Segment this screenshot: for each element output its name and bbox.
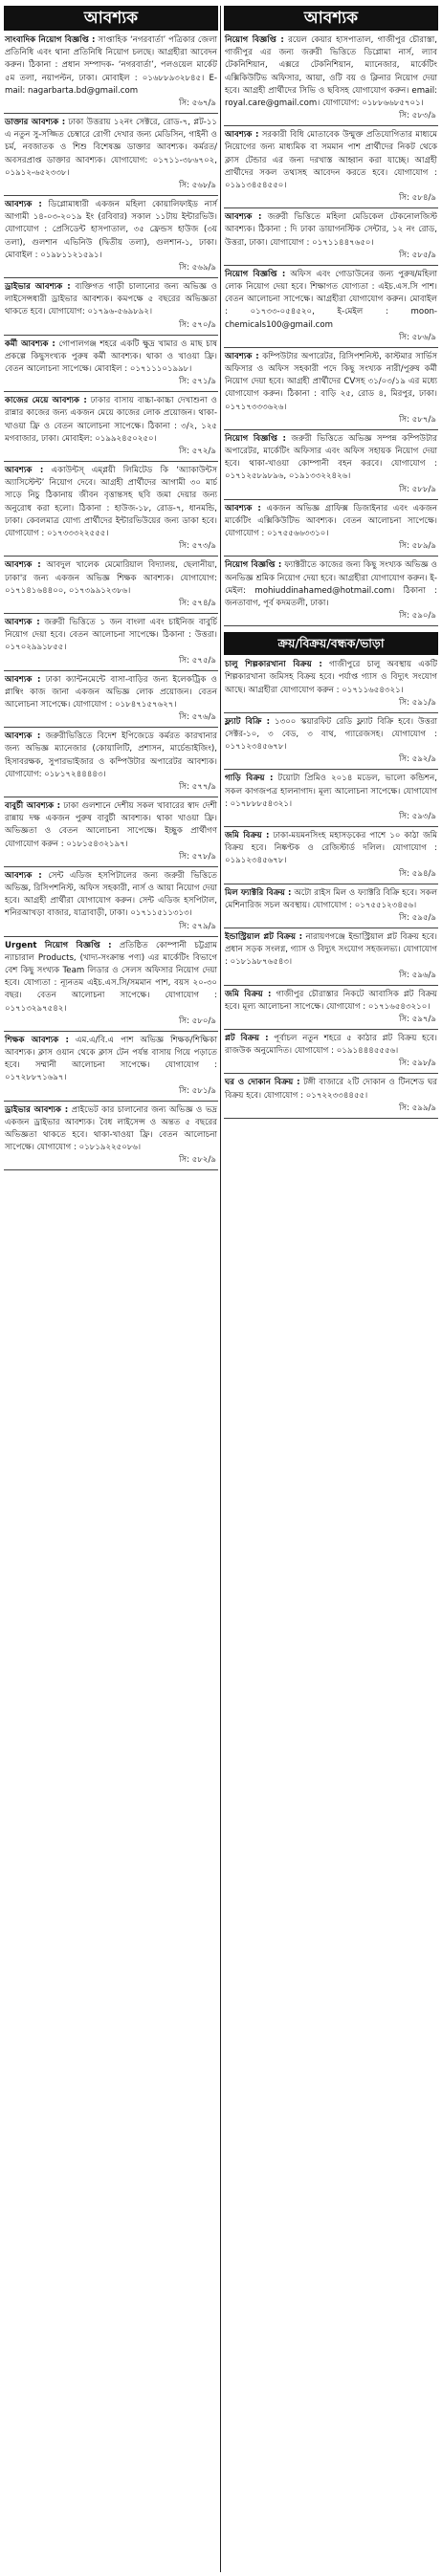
right-section-header: আবশ্যক <box>224 6 438 31</box>
ad-body <box>224 211 438 250</box>
ad-code: সি: ৫৭৭/৯ <box>179 781 216 792</box>
ad-divider <box>4 391 218 392</box>
ad-code: সি: ৫৭১/৯ <box>179 377 216 387</box>
ad-body <box>224 659 438 697</box>
ad-code: সি: ৫৯০/৯ <box>399 611 436 622</box>
ad-code: সি: ৫৭৫/৯ <box>179 655 216 666</box>
ad-code: সি: ৫৭৬/৯ <box>179 712 216 723</box>
classified-ad <box>224 211 438 266</box>
ad-title: আবশ্যক : <box>5 466 44 476</box>
ad-title: নিয়োগ বিজ্ঞপ্তি : <box>225 35 284 45</box>
classified-ad <box>224 559 438 626</box>
ad-code: সি: ৫৮০/৯ <box>179 1015 216 1026</box>
ad-text: ফ্যাক্টরীতে কাজের জন্য কিছু সংখ্যক অভিজ্ঞ ও অনভিজ্ঞ শ্রমিক নিয়োগ দেয়া হবে। আগ্রহীরা যোগাযোগ করুন। ই-মেইল: mohiuddinahamed@hotmail.com। ঠিকানা : জনতাবাগ, পূর্ব কদমতলী, ঢাকা। <box>225 560 437 608</box>
ad-body <box>4 559 218 598</box>
classified-ad <box>224 931 438 986</box>
ad-body <box>224 129 438 192</box>
ad-title: ফ্ল্যাট বিক্রি : <box>225 716 271 727</box>
classified-ad <box>224 433 438 500</box>
ad-text: জরুরী ভিত্তিতে মহিলা মেডিকেল টেকনোলজিস্ট আবশ্যক। ঠিকানা : দি ঢাকা ডায়াগনস্টিক সেন্টার, ১২ নং রোড, উত্তরা, ঢাকা। যোগাযোগ : ০১৭১১৪৪৭৬৫০। <box>225 212 438 248</box>
ad-title: আবশ্যক : <box>225 503 261 513</box>
ad-divider <box>4 113 218 114</box>
ad-body <box>4 199 218 262</box>
ad-divider <box>4 556 218 557</box>
ad-divider <box>4 670 218 671</box>
ad-divider <box>4 195 218 196</box>
right-ad-list <box>224 34 438 626</box>
ad-text: ডিপ্লোমাধারী একজন মহিলা কোয়ালিফাইড নার্স আগামী ১৪-০৩-২০১৯ ইং (রবিবার) সকাল ১১টায় ইন্টারভিউ। যোগাযোগ : প্রেসিডেন্ট হাসপাতাল, ৩৫ ফ্রেন্ডস হাউজ (৩য় তলা), গুলশান এভিনিউ (দ্বিতীয় তলা), গুলশান-১, ঢাকা। মোবাইল : ০১৯৮১১২১৫৯১। <box>5 200 218 260</box>
ad-text: জরুরী ভিত্তিতে ১ জন বাংলা এবং চাইনিজ বাবুর্চি নিয়োগ দেয়া হবে। বেতন আলোচনা সাপেক্ষে। ঠিকানা : উত্তরা। ০১৭০২৯৯১৮৫৫। <box>5 617 217 653</box>
ad-title: গাড়ি বিক্রয় : <box>225 774 274 784</box>
ad-body <box>4 617 218 655</box>
left-ad-list <box>4 34 218 1170</box>
ad-text: ব্যক্তিগত গাড়ী চালানোর জন্য অভিজ্ঞ ও লাইসেন্সধারী ড্রাইভার আবশ্যক। কমপক্ষে ৫ বছরের অভিজ্ঞতা থাকতে হবে। যোগাযোগ: ০১৭৯৬-৫৬৯৮৯২। <box>5 282 217 317</box>
ad-divider <box>224 985 438 986</box>
ad-code: সি: ৫৭৪/৯ <box>179 598 216 608</box>
ad-body <box>224 503 438 541</box>
ad-title: আবশ্যক : <box>5 674 41 685</box>
ad-body <box>4 870 218 921</box>
left-section-header: আবশ্যক <box>4 6 218 31</box>
ad-code: সি: ৫৬৯/৯ <box>179 263 216 273</box>
classified-ad <box>224 34 438 126</box>
ad-body <box>224 34 438 110</box>
ad-body <box>224 269 438 332</box>
ad-code: সি: ৫৮৮/৯ <box>399 484 436 494</box>
ad-title: জমি বিক্রয় : <box>225 989 272 999</box>
ad-title: ড্রাইভার আবশ্যক : <box>5 1104 69 1115</box>
classified-ad <box>4 117 218 196</box>
ad-title: চালু শিল্পকারখানা বিক্রয় : <box>225 660 322 670</box>
classified-ad <box>224 503 438 557</box>
ad-title: আবশ্যক : <box>5 731 41 742</box>
ad-title: আবশ্যক : <box>225 130 259 141</box>
ad-code: সি: ৫৮২/৯ <box>179 1155 216 1166</box>
ad-text: প্রাইভেট কার চালানোর জন্য অভিজ্ঞ ও ভদ্র একজন ড্রাইভার আবশ্যক। বৈধ লাইসেন্স ও অন্তত ৫ বছরের অভিজ্ঞতা থাকতে হবে। থাকা-খাওয়া ফ্রি। বেতন আলোচনা সাপেক্ষে। যোগাযোগ : ০১৮১৯২২৫০৮৬। <box>5 1104 217 1153</box>
column-divider <box>220 6 221 2572</box>
ad-title: আবশ্যক : <box>225 212 262 223</box>
ad-title: নিয়োগ বিজ্ঞপ্তি : <box>225 433 286 444</box>
ad-body <box>4 1104 218 1155</box>
ad-title: ঘর ও দোকান বিক্রয় : <box>225 1078 300 1088</box>
ad-divider <box>224 125 438 126</box>
ad-text: টয়োটা প্রিমিও ২০১৪ মডেল, ভালো কন্ডিশন, সকল কাগজপত্র হালনাগাদ। মূল্য আলোচনা সাপেক্ষে। যোগাযোগ : ০১৭৮৮৮৫৪৩২১। <box>225 774 437 809</box>
classified-ad <box>4 731 218 797</box>
ad-body <box>4 338 218 377</box>
ad-code: সি: ৫৬৭/৯ <box>179 98 216 109</box>
classified-ad <box>4 1104 218 1171</box>
ad-text: সাপ্তাহিক ‘নগরবার্তা’ পত্রিকার জেলা প্রতিনিধি এবং থানা প্রতিনিধি নিয়োগ চলছে। আগ্রহীরা আবেদন করুন। ঠিকানা : প্রধান সম্পাদক- ‘নগরবার্তা’, পলওয়েল মার্কেট ৫ম তলা, নয়াপল্টন, ঢাকা। মোবাইল : ০১৬৮৮৯৩২৮৪৫। E-mail: nagarbarta.bd@gmail.com <box>5 35 217 96</box>
ad-code: সি: ৫৮৭/৯ <box>399 414 436 425</box>
ad-text: অফিস এবং গোডাউনের জন্য পুরুষ/মহিলা লোক নিয়োগ দেয়া হবে। শিক্ষাগত যোগ্যতা : এইচ.এস.সি পাশ। বেতন আলোচনা সাপেক্ষে। আগ্রহীরা যোগাযোগ করুন। মোবাইল : ০১৭৩৩-০৫৪৫২০, ই-মেইল : moon-chemicals100@gmail.com <box>225 269 438 330</box>
classified-ad <box>4 338 218 393</box>
ad-divider <box>4 1169 218 1170</box>
ad-body <box>4 1035 218 1085</box>
ad-code: সি: ৫৮৩/৯ <box>399 111 436 121</box>
classified-ad <box>224 1033 438 1074</box>
ad-body <box>224 351 438 414</box>
classified-ad <box>4 281 218 336</box>
ad-title: আবশ্যক : <box>5 617 40 627</box>
ad-text: একজন অভিজ্ঞ গ্রাফিক্স ডিজাইনার এবং একজন মার্কেটিং এক্সিকিউটিভ আবশ্যক। বেতন আলোচনা সাপেক্ষে। যোগাযোগ : ০১৭৫৫৬৬৩৩১০। <box>225 503 438 539</box>
classified-ad <box>4 199 218 278</box>
ad-body <box>4 117 218 180</box>
ad-body <box>224 773 438 811</box>
ad-body <box>4 34 218 98</box>
ad-divider <box>4 613 218 614</box>
classified-ad <box>224 830 438 884</box>
classified-ad <box>4 870 218 937</box>
ad-divider <box>4 727 218 728</box>
ad-divider <box>4 936 218 937</box>
ad-text: পূর্বাচল নতুন শহরে ৫ কাঠার প্লট বিক্রয় হবে। রাজউক অনুমোদিত। যোগাযোগ : ০১৯১৪৪৪৫৫৫৬। <box>225 1033 437 1057</box>
ad-code: সি: ৫৯২/৯ <box>399 754 436 765</box>
ad-body <box>224 1033 438 1058</box>
classified-ad <box>4 1035 218 1102</box>
ad-title: ড্রাইভার আবশ্যক : <box>5 282 71 293</box>
ad-text: গাজীপুরে চালু অবস্থায় একটি শিল্পকারখানা জমিসহ বিক্রয় হবে। পর্যাপ্ত গ্যাস ও বিদ্যুৎ সংযোগ আছে। আগ্রহীরা যোগাযোগ করুন : ০১৭১১৬৫৪৩২১। <box>225 660 437 695</box>
ad-divider <box>4 461 218 462</box>
ad-divider <box>224 826 438 827</box>
classified-ad <box>4 34 218 114</box>
ad-divider <box>224 499 438 500</box>
ad-divider <box>4 866 218 867</box>
ad-body <box>4 674 218 712</box>
ad-text: ঢাকা উত্তরায় ১২নং সেক্টরে, রোড-৭, প্লট-১১ এ নতুন সু-সজ্জিত চেম্বারে রোগী দেখার জন্য মেডিসিন, গাইনী ও চর্ম, নবজাতক ও শিশু বিশেষজ্ঞ ডাক্তার আবশ্যক। কর্মরত/অবসরপ্রাপ্ত ডাক্তার আবশ্যক। যোগাযোগ: ০১৭১১-৩৮৬৭০২, ০১৯১২-৬৫২৩৩৮। <box>5 118 218 178</box>
ad-text: জরুরী ভিত্তিতে অভিজ্ঞ সম্পন্ন কম্পিউটার অপারেটর, মার্কেটিং অফিসার এবং অফিস সহায়ক নিয়োগ দেয়া হবে। থাকা-খাওয়া কোম্পানী বহন করবে। যোগাযোগ : ০১৭১২৫৮৯৮৯৬, ০১৯১৩৩২২৪২৬। <box>225 433 438 482</box>
ad-code: সি: ৫৭০/৯ <box>179 319 216 330</box>
ad-text: ঢাকা গুলশানে দেশীয় সকল খাবারের স্বাদ দেশী রান্নায় দক্ষ একজন পুরুষ বাবুর্চী আবশ্যক। থাকা খাওয়া ফ্রি। অভিজ্ঞতা ও বেতন আলোচনা সাপেক্ষে। ইচ্ছুক প্রার্থীগণ যোগাযোগ করুন : ০১৮১৫৪৩২১৯৭। <box>5 800 217 849</box>
ad-text: এম.এ/বি.এ পাশ অভিজ্ঞ শিক্ষক/শিক্ষিকা আবশ্যক। ক্লাস ওয়ান থেকে ক্লাস টেন পর্যন্ত বাসায় গিয়ে পড়াতে হবে। সম্মানী আলোচনা সাপেক্ষে। যোগাযোগ : ০১৭২৮৮৭১৬৯৭। <box>5 1035 218 1083</box>
ad-code: সি: ৫৬৮/৯ <box>179 181 216 191</box>
ad-body <box>224 887 438 912</box>
classified-ad <box>4 465 218 557</box>
ad-text: ঢাকা-ময়মনসিংহ মহাসড়কের পাশে ১০ কাঠা জমি বিক্রয় হবে। নিষ্কণ্টক ও রেজিস্টার্ড দলিল। যোগাযোগ : ০১৯১২৩৪৫৬৭৮। <box>225 830 437 866</box>
right-column <box>224 6 438 1122</box>
ad-divider <box>224 625 438 626</box>
ad-code: সি: ৫৮৬/৯ <box>399 332 436 342</box>
classified-ad <box>224 989 438 1030</box>
ad-divider <box>4 1101 218 1102</box>
ad-text: ঢাকা ক্যান্টনমেন্টে বাসা-বাড়ির জন্য ইলেকট্রিক ও প্লাম্বিং কাজ জানা একজন অভিজ্ঞ লোক প্রয়োজন। বেতন আলোচনা সাপেক্ষে। যোগাযোগ : ০১৮৪৭১৫৭৬২৭। <box>5 674 218 709</box>
ad-body <box>224 830 438 868</box>
ad-text: গাজীপুর চৌরাস্তার নিকটে আবাসিক প্লট বিক্রয় হবে। মূল্য আলোচনা সাপেক্ষে। যোগাযোগ : ০১৭১৬৫৪৩২১০। <box>225 989 437 1012</box>
ad-text: জরুরীভিত্তিতে বিদেশ ইপিজেডে কর্মরত কারখানার জন্য অভিজ্ঞ ম্যানেজার (কোয়ালিটি, প্রশাসন, মার্চেন্ডাইজিং), হিসাবরক্ষক, সুপারভাইজার ও কম্পিউটার অপারেটর আবশ্যক। যোগাযোগ: ০১৮১৭২৪৪৪৪৩। <box>5 731 217 779</box>
ad-code: সি: ৫৭৩/৯ <box>179 541 216 552</box>
ad-divider <box>224 712 438 713</box>
ad-title: শিক্ষক আবশ্যক : <box>5 1035 69 1045</box>
ad-divider <box>4 277 218 278</box>
ad-body <box>4 281 218 319</box>
ad-divider <box>224 1029 438 1030</box>
classified-ad <box>4 674 218 729</box>
ad-text: আবদুল খালেক মেমোরিয়াল বিদ্যালয়, ছেলানীয়া, ঢাকা'র জন্য একজন অভিজ্ঞ শিক্ষক আবশ্যক। যোগাযোগ: ০১৭১৪১৬৪৪০০, ০১৭৩৯৯১২৩৮৬। <box>5 560 217 596</box>
ad-body <box>4 465 218 540</box>
ad-divider <box>224 1073 438 1074</box>
ad-text: রয়েল কেয়ার হাসপাতাল, গাজীপুর চৌরাস্তা, গাজীপুর এর জন্য জরুরী ভিত্তিতে ডিপ্লোমা নার্স, ল্যাব টেকনিশিয়ান, এক্সরে টেকনিশিয়ান, ম্যানেজার, মার্কেটিং এক্সিকিউটিভ অফিসার, আয়া, ওটি বয় ও ক্লিনার নিয়োগ দেয়া হবে। আগ্রহী প্রার্থীদের সিভি ও ছবিসহ যোগাযোগ করুন। email: royal.care@gmail.com। যোগাযোগ: ০১৮৮৬৬৮৫৭০১। <box>225 35 437 109</box>
ad-code: সি: ৫৭৮/৯ <box>179 851 216 862</box>
ad-divider <box>4 335 218 336</box>
ad-text: গোপালগঞ্জ শহরে একটি ক্ষুদ্র খামার ও মাছ চাষ প্রকল্পে কিছুসংখ্যক পুরুষ কর্মী আবশ্যক। থাকা ও খাওয়া ফ্রি। বেতন আলোচনা সাপেক্ষে। মোবাইল : ০১৭১১১০১৯৯৮। <box>5 338 218 375</box>
ad-divider <box>4 1031 218 1032</box>
ad-body <box>224 1077 438 1102</box>
classified-ad <box>224 1077 438 1118</box>
ad-title: কর্মী আবশ্যক : <box>5 338 55 349</box>
ad-code: সি: ৫৭২/৯ <box>179 447 216 457</box>
ad-text: প্রতিষ্ঠিত কোম্পানী চট্টগ্রাম ন্যাচারাল Products, (খাদ্য-সংক্রান্ত পণ্য) এর মার্কেটিং বিভাগে বেশ কিছু সংখ্যক Team লিডার ও সেলস অফিসার নিয়োগ দেয়া হবে। যোগ্যতা : ন্যূনতম এইচ.এস.সি/সমমান পাশ, বয়স ২০-৩০ বছর। বেতন আলোচনা সাপেক্ষে। যোগাযোগ : ০১৭১৩২৯৭৫৪২। <box>5 940 218 1014</box>
ad-title: নিয়োগ বিজ্ঞপ্তি : <box>225 269 286 279</box>
ad-body <box>4 731 218 781</box>
ad-title: আবশ্যক : <box>225 351 259 361</box>
classified-ad <box>4 559 218 614</box>
ad-title: জমি বিক্রয় : <box>225 830 270 840</box>
ad-title: কাজের মেয়ে আবশ্যক : <box>5 396 87 406</box>
ad-code: সি: ৫৯৯/৯ <box>399 1102 436 1113</box>
ad-title: ইন্ডাস্ট্রিয়াল প্লট বিক্রয় : <box>225 931 303 942</box>
classified-ad <box>4 800 218 867</box>
ad-text: কম্পিউটার অপারেটর, রিসিপশনিস্ট, কাস্টমার সার্ভিস অফিসার ও অফিস সহকারী পদে কিছু সংখ্যক নারী/পুরুষ কর্মী নিয়োগ দেয়া হবে। আগ্রহী প্রার্থীদের CVসহ ৩১/০৩/১৯ এর মধ্যে যোগাযোগ করুন। ঠিকানা : বাড়ি ২৫, রোড ৪, মিরপুর, ঢাকা। ০১৭১৭৩৩৩৬২৬। <box>225 351 438 412</box>
classified-ad <box>224 351 438 430</box>
ad-divider <box>224 429 438 430</box>
ad-divider <box>224 347 438 348</box>
classified-ad <box>224 659 438 713</box>
ad-code: সি: ৫৯৪/৯ <box>399 868 436 879</box>
ad-title: আবশ্যক : <box>5 870 42 881</box>
ad-title: প্লট বিক্রয় : <box>225 1033 269 1043</box>
ad-code: সি: ৫৮৯/৯ <box>399 541 436 552</box>
ad-code: সি: ৫৮৪/৯ <box>399 193 436 204</box>
ad-divider <box>224 207 438 208</box>
ad-text: একাউন্টস্ এম্প্লয়ী লিমিটেড কি ‘অ্যাকাউন্টস অ্যাসিস্টেন্ট’ নিয়োগ দেবে। আগ্রহী প্রার্থীদের আগামী ৩০ মার্চ সাড়ে নিচু ঠিকানায় জীবন বৃত্তান্তসহ ছবি জমা দেয়ার জন্য অনুরোধ করা হলো। ঠিকানা : হাউজ-১৮, রোড-৭, ধানমন্ডি, ঢাকা। কেবলমাত্র যোগ্য প্রার্থীদের ইন্টারভিউয়ের জন্য ডাকা হবে। যোগাযোগ : ০১৭৩৩৩২২৫৫৫। <box>5 466 217 539</box>
classified-ad <box>224 887 438 928</box>
ad-body <box>224 433 438 484</box>
ad-code: সি: ৫৯৮/৯ <box>399 1059 436 1069</box>
classified-ad <box>224 269 438 348</box>
classified-ad <box>224 773 438 827</box>
ad-body <box>4 940 218 1015</box>
ad-divider <box>224 265 438 266</box>
ad-title: আবশ্যক : <box>5 200 42 210</box>
classified-ad <box>224 716 438 771</box>
ad-body <box>224 931 438 970</box>
classified-ad <box>224 129 438 208</box>
sale-ad-list <box>224 659 438 1119</box>
ad-code: সি: ৫৯৫/৯ <box>399 912 436 923</box>
left-column <box>4 6 218 1173</box>
ad-text: নারায়ণগঞ্জে ইন্ডাস্ট্রিয়াল প্লট বিক্রয় হবে। প্রধান সড়ক সংলগ্ন, গ্যাস ও বিদ্যুৎ সংযোগ সহজলভ্য। যোগাযোগ : ০১৮১৯৮৭৬৫৪৩। <box>225 931 437 968</box>
ad-text: ঢাকার বাসায় বাচ্চা-কাচ্চা দেখাশুনা ও রান্নার কাজের জন্য একজন মেয়ে কাজের লোক প্রয়োজন। থাকা-খাওয়া ফ্রি ও বেতন আলোচনা সাপেক্ষে। ঠিকানা : ৩/২, ১২৫ মগবাজার, ঢাকা। মোবাইল: ০১৯৯২৪৫০২৫০। <box>5 396 217 444</box>
ad-code: সি: ৫৯৭/৯ <box>399 1014 436 1024</box>
ad-title: বাবুর্চী আবশ্যক : <box>5 800 61 811</box>
ad-code: সি: ৫৮৫/৯ <box>399 250 436 260</box>
classified-ad <box>4 395 218 462</box>
ad-text: সেন্ট এডিজ হসপিটালের জন্য জরুরী ভিত্তিতে অভিজ্ঞ, রিসিপশনিস্ট, অফিস সহকারী, নার্স ও আয়া নিয়োগ দেয়া হবে। আগ্রহী প্রার্থীরা যোগাযোগ করুন। সেন্ট এডিজ হসপিটাল, শনিরআখড়া বাজার, যাত্রাবাড়ী, ঢাকা। ০১৭১১৫১১৩১৩। <box>5 870 217 919</box>
ad-body <box>4 800 218 851</box>
ad-body <box>224 989 438 1014</box>
ad-code: সি: ৫৯৬/৯ <box>399 970 436 980</box>
ad-text: সরকারী বিধি মোতাবেক উন্মুক্ত প্রতিযোগিতার মাধ্যমে নিয়োগের জন্য মাধ্যমিক বা সমমান পাশ প্রার্থীদের নিকট থেকে ক্লাস টেন্ডার এর জন্য দরখাস্ত আহ্বান করা যাচ্ছে। আগ্রহী প্রার্থীদের সকল তথ্যসহ আবেদন করতে হবে। যোগাযোগ : ০১৯১৩৪৫৪৫৫০। <box>225 130 438 191</box>
ad-title: Urgent নিয়োগ বিজ্ঞপ্তি : <box>5 940 112 950</box>
classified-ad <box>4 940 218 1032</box>
ad-code: সি: ৫৯৩/৯ <box>399 811 436 821</box>
ad-code: সি: ৫৯১/৯ <box>399 697 436 708</box>
ad-text: টঙ্গী বাজারে ২টি দোকান ও টিনশেড ঘর বিক্রয় হবে। যোগাযোগ : ০১৭২২৩৩৪৪৫৫। <box>225 1078 437 1101</box>
ad-code: সি: ৫৮১/৯ <box>179 1085 216 1096</box>
ad-title: নিয়োগ বিজ্ঞপ্তি : <box>225 560 282 571</box>
ad-body <box>224 559 438 610</box>
ad-text: অটো রাইস মিল ও ফ্যাক্টরি বিক্রি হবে। সকল মেশিনারিজ সচল অবস্থায়। যোগাযোগ : ০১৭৫৫১২৩৪৫৬। <box>225 887 437 910</box>
ad-body <box>224 716 438 754</box>
ad-title: ডাক্তার আবশ্যক : <box>5 118 66 128</box>
ad-divider <box>224 1118 438 1119</box>
ad-body <box>4 395 218 446</box>
sale-section-header: ক্রয়/বিক্রয়/বন্ধক/ভাড়া <box>224 632 438 655</box>
ad-title: মিল ফ্যাক্টরি বিক্রয় : <box>225 887 292 898</box>
ad-text: ১৩০০ স্কয়ারফিট রেডি ফ্ল্যাট বিক্রি হবে। উত্তরা সেক্টর-১০, ৩ বেড, ৩ বাথ, গ্যারেজসহ। যোগাযোগ : ০১৭১২৩৪৫৬৭৮। <box>225 716 437 753</box>
ad-divider <box>224 769 438 770</box>
ad-title: আবশ্যক : <box>5 560 41 571</box>
ad-divider <box>224 556 438 557</box>
ad-title: সাংবাদিক নিয়োগ বিজ্ঞপ্তি : <box>5 35 96 45</box>
ad-code: সি: ৫৭৯/৯ <box>179 921 216 931</box>
classified-ad <box>4 617 218 671</box>
